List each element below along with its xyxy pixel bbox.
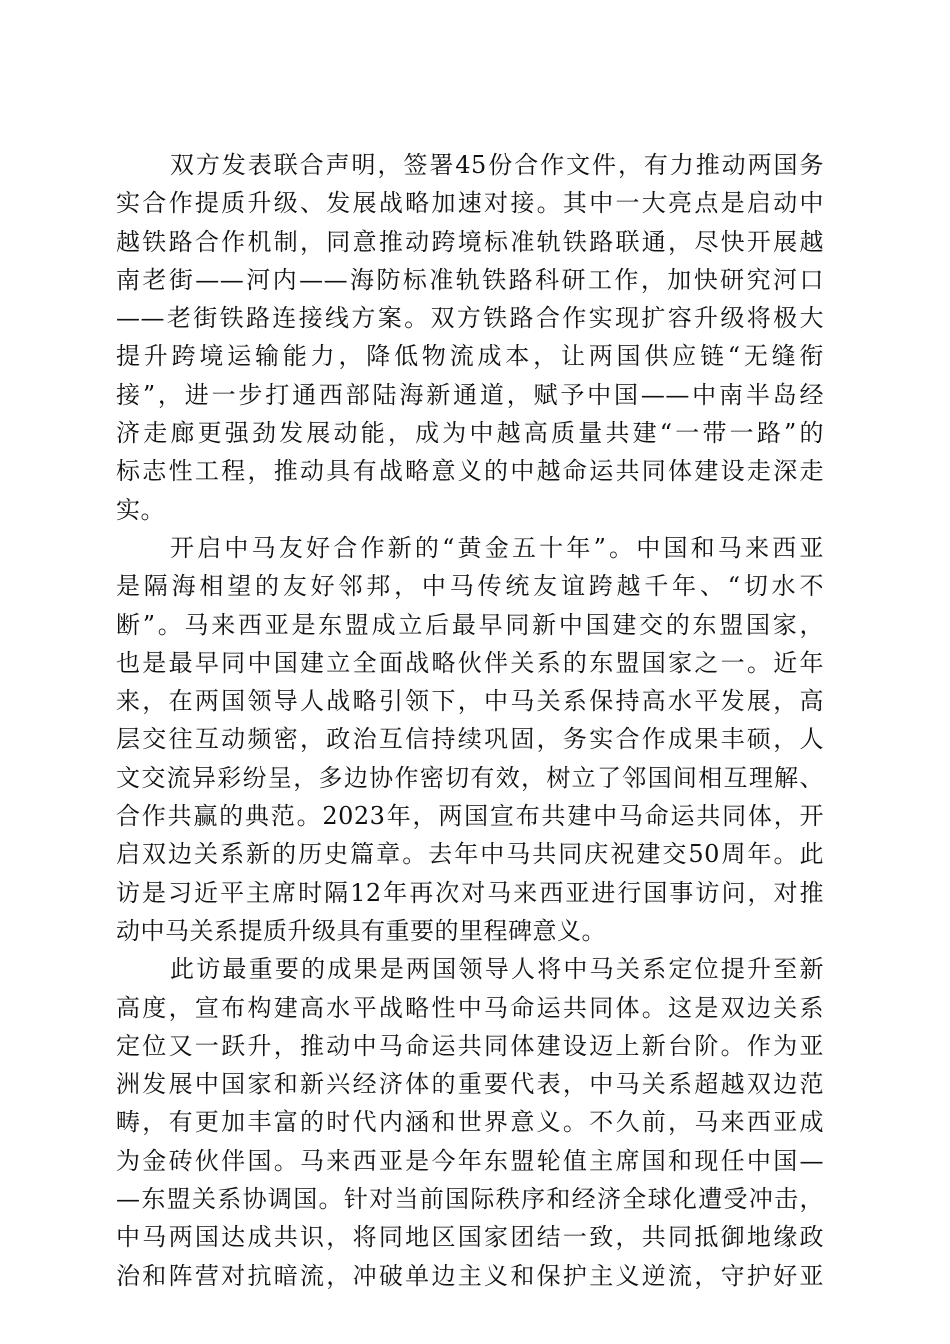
text-line: 定位又一跃升，推动中马命运共同体建设迈上新台阶。作为亚 xyxy=(116,1031,824,1060)
text-line: 是隔海相望的友好邻邦，中马传统友谊跨越千年、“切水不 xyxy=(116,572,824,601)
text-line: 高度，宣布构建高水平战略性中马命运共同体。这是双边关系 xyxy=(116,993,824,1022)
text-line: 来，在两国领导人战略引领下，中马关系保持高水平发展，高 xyxy=(116,687,824,716)
text-line: 南老街——河内——海防标准轨铁路科研工作，加快研究河口 xyxy=(116,265,824,294)
text-line: 标志性工程，推动具有战略意义的中越命运共同体建设走深走 xyxy=(116,457,824,486)
text-line: 也是最早同中国建立全面战略伙伴关系的东盟国家之一。近年 xyxy=(116,648,824,677)
text-line: 此访最重要的成果是两国领导人将中马关系定位提升至新 xyxy=(170,955,824,984)
text-line: 文交流异彩纷呈，多边协作密切有效，树立了邻国间相互理解、 xyxy=(116,763,824,792)
text-line: 越铁路合作机制，同意推动跨境标准轨铁路联通，尽快开展越 xyxy=(116,227,824,256)
text-line: 接”，进一步打通西部陆海新通道，赋予中国——中南半岛经 xyxy=(116,380,824,409)
text-line: 洲发展中国家和新兴经济体的重要代表，中马关系超越双边范 xyxy=(116,1070,824,1099)
text-line: 治和阵营对抗暗流，冲破单边主义和保护主义逆流，守护好亚 xyxy=(116,1261,824,1290)
text-line: 动中马关系提质升级具有重要的里程碑意义。 xyxy=(116,916,606,945)
text-line: 中马两国达成共识，将同地区国家团结一致，共同抵御地缘政 xyxy=(116,1223,824,1252)
text-line: 提升跨境运输能力，降低物流成本，让两国供应链“无缝衔 xyxy=(116,342,824,371)
text-line: 双方发表联合声明，签署45份合作文件，有力推动两国务 xyxy=(170,151,824,179)
text-line: 层交往互动频密，政治互信持续巩固，务实合作成果丰硕，人 xyxy=(116,725,824,754)
text-line: 断”。马来西亚是东盟成立后最早同新中国建交的东盟国家， xyxy=(116,610,824,639)
text-line: 访是习近平主席时隔12年再次对马来西亚进行国事访问，对推 xyxy=(116,878,824,907)
text-line: 济走廊更强劲发展动能，成为中越高质量共建“一带一路”的 xyxy=(116,419,824,448)
text-line: 实合作提质升级、发展战略加速对接。其中一大亮点是启动中 xyxy=(116,189,824,218)
text-line: 开启中马友好合作新的“黄金五十年”。中国和马来西亚 xyxy=(170,533,824,562)
text-line: 畴，有更加丰富的时代内涵和世界意义。不久前，马来西亚成 xyxy=(116,1108,824,1137)
text-line: 实。 xyxy=(116,495,165,524)
text-line: —东盟关系协调国。针对当前国际秩序和经济全球化遭受冲击， xyxy=(116,1185,824,1214)
article-body xyxy=(116,146,824,1295)
text-line: ——老街铁路连接线方案。双方铁路合作实现扩容升级将极大 xyxy=(116,304,824,333)
text-line: 合作共赢的典范。2023年，两国宣布共建中马命运共同体，开 xyxy=(116,802,824,831)
text-line: 启双边关系新的历史篇章。去年中马共同庆祝建交50周年。此 xyxy=(116,840,824,869)
text-line: 为金砖伙伴国。马来西亚是今年东盟轮值主席国和现任中国— xyxy=(116,1146,824,1175)
